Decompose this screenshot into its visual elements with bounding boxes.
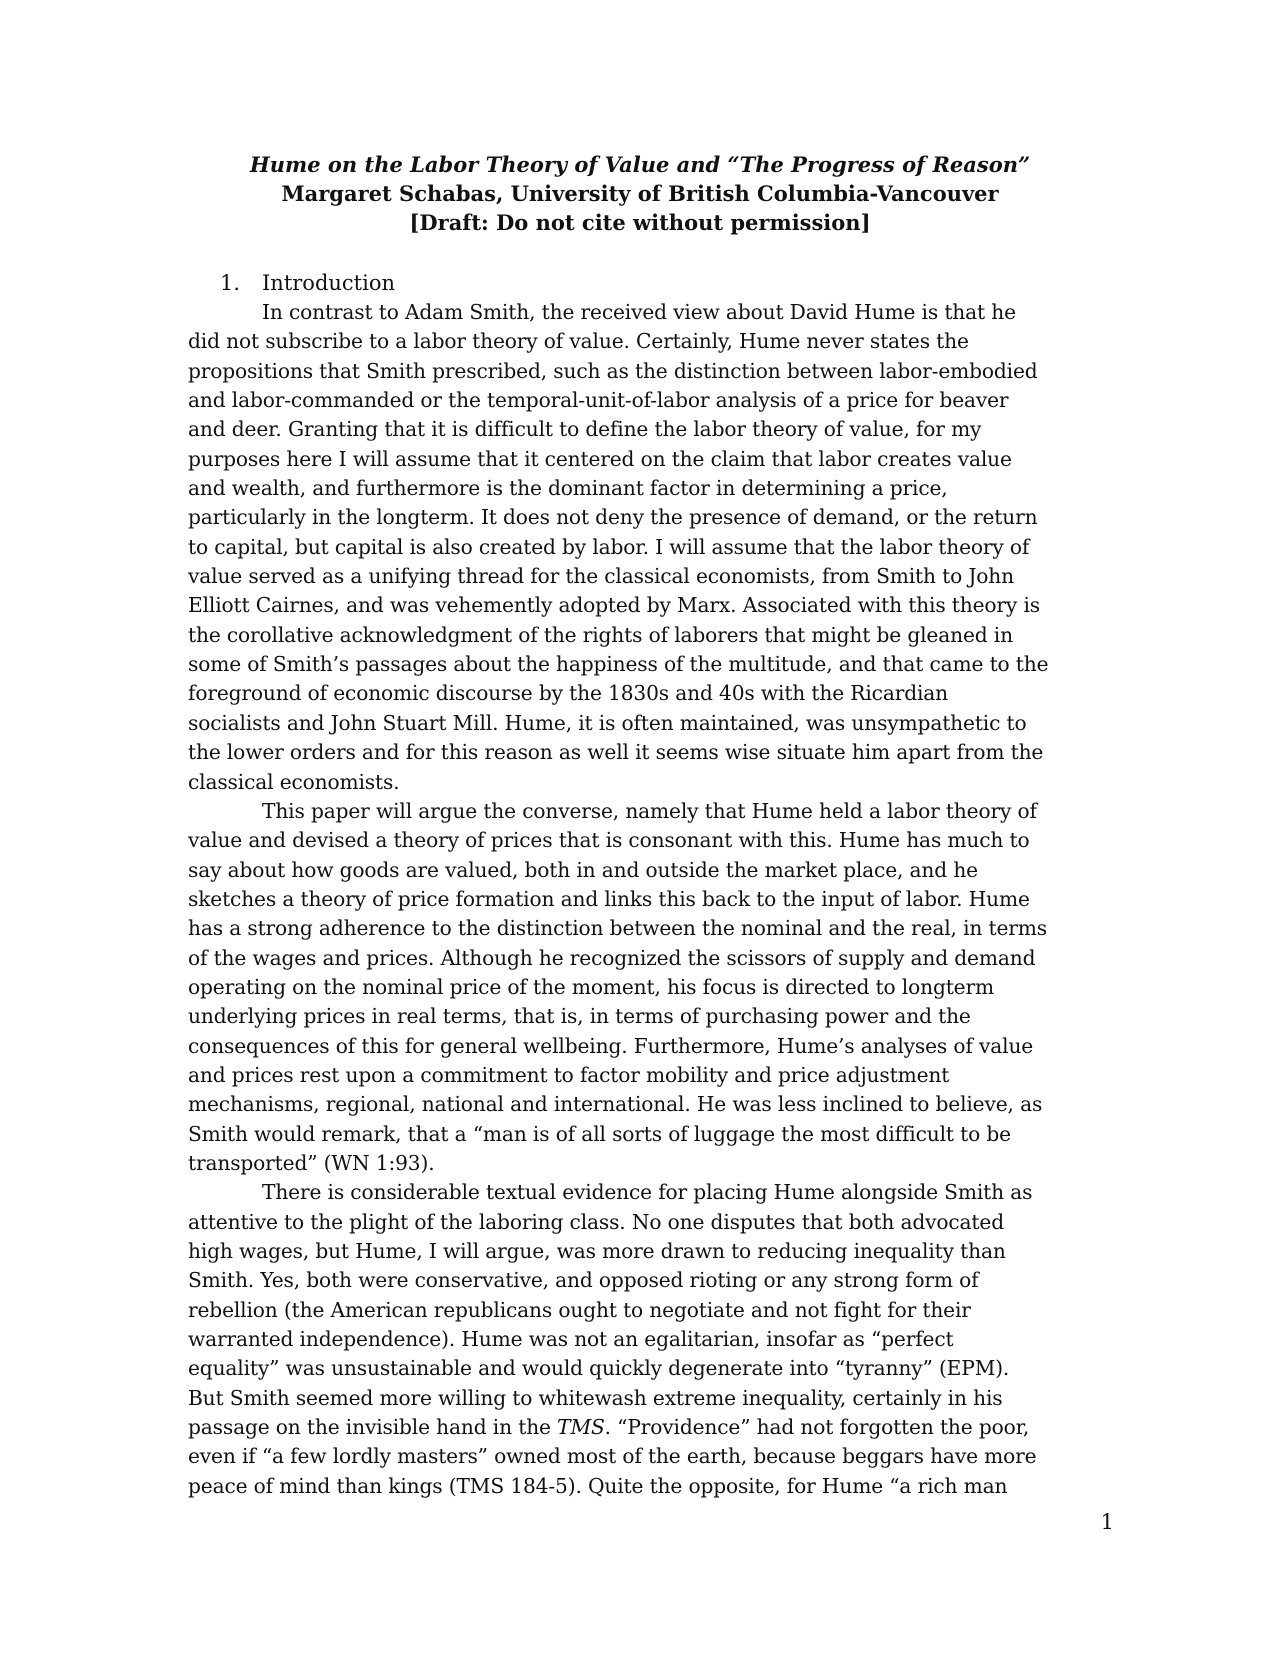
section-title: Introduction — [262, 271, 395, 295]
text-line: Elliott Cairnes, and was vehemently adopted by Marx. Associated with this theory is — [188, 593, 1040, 618]
text-line: propositions that Smith prescribed, such as the distinction between labor-embodied — [188, 358, 1038, 383]
text-line: equality” was unsustainable and would quickly degenerate into “tyranny” (EPM). — [188, 1356, 1010, 1381]
text-line: In contrast to Adam Smith, the received view about David Hume is that he — [262, 300, 1016, 324]
author-affiliation: Margaret Schabas, University of British Columbia-Vancouver — [281, 181, 999, 206]
paragraph-2 — [188, 797, 1088, 1178]
text-line: to capital, but capital is also created by labor. I will assume that the labor theory of — [188, 534, 1030, 559]
paragraph-3 — [188, 1178, 1088, 1501]
title-block — [0, 150, 1280, 237]
text-line: classical economists. — [188, 769, 400, 794]
text-line: rebellion (the American republicans ought to negotiate and not fight for their — [188, 1297, 971, 1322]
text-line: transported” (WN 1:93). — [188, 1150, 435, 1175]
text-line: warranted independence). Hume was not an egalitarian, insofar as “perfect — [188, 1327, 954, 1352]
text-line: and prices rest upon a commitment to factor mobility and price adjustment — [188, 1062, 950, 1087]
text-line: socialists and John Stuart Mill. Hume, it is often maintained, was unsympathetic to — [188, 710, 1027, 735]
text-line: consequences of this for general wellbeing. Furthermore, Hume’s analyses of value — [188, 1033, 1034, 1058]
text-line: and labor-commanded or the temporal-unit-of-labor analysis of a price for beaver — [188, 388, 1009, 413]
text-line: of the wages and prices. Although he recognized the scissors of supply and demand — [188, 945, 1036, 970]
text-run: . “Providence” had not forgotten the poor, — [604, 1415, 1030, 1440]
text-line: foreground of economic discourse by the 1830s and 40s with the Ricardian — [188, 681, 949, 706]
text-line: sketches a theory of price formation and links this back to the input of labor. Hume — [188, 886, 1030, 911]
italic-citation: TMS — [557, 1415, 605, 1440]
text-run: passage on the invisible hand in the — [188, 1415, 558, 1440]
text-line: has a strong adherence to the distinction between the nominal and the real, in terms — [188, 916, 1047, 941]
text-line: value and devised a theory of prices that is consonant with this. Hume has much to — [188, 828, 1030, 853]
paper-title: Hume on the Labor Theory of Value and “The Progress of Reason” — [249, 152, 1031, 177]
section-heading — [220, 269, 1120, 298]
text-line: peace of mind than kings (TMS 184-5). Quite the opposite, for Hume “a rich man — [188, 1473, 1008, 1498]
text-line: the corollative acknowledgment of the rights of laborers that might be gleaned in — [188, 622, 1013, 647]
text-line: attentive to the plight of the laboring class. No one disputes that both advocated — [188, 1209, 1004, 1234]
text-line: Smith would remark, that a “man is of all sorts of luggage the most difficult to be — [188, 1121, 1011, 1146]
text-line: But Smith seemed more willing to whitewash extreme inequality, certainly in his — [188, 1385, 1003, 1410]
text-line: particularly in the longterm. It does not deny the presence of demand, or the return — [188, 505, 1038, 530]
text-line: high wages, but Hume, I will argue, was more drawn to reducing inequality than — [188, 1239, 1006, 1263]
text-line: some of Smith’s passages about the happiness of the multitude, and that came to the — [188, 652, 1049, 677]
body-text — [188, 298, 1088, 1501]
page-number: 1 — [1100, 1510, 1114, 1534]
draft-notice: [Draft: Do not cite without permission] — [409, 210, 871, 235]
text-line: and wealth, and furthermore is the dominant factor in determining a price, — [188, 476, 948, 501]
text-line: mechanisms, regional, national and international. He was less inclined to believe, as — [188, 1092, 1043, 1117]
text-line: say about how goods are valued, both in and outside the market place, and he — [188, 857, 978, 882]
text-line: the lower orders and for this reason as well it seems wise situate him apart from the — [188, 740, 1044, 765]
text-line: There is considerable textual evidence for placing Hume alongside Smith as — [262, 1180, 1033, 1205]
text-line: did not subscribe to a labor theory of value. Certainly, Hume never states the — [188, 329, 969, 354]
text-line: purposes here I will assume that it centered on the claim that labor creates value — [188, 446, 1012, 471]
section-number: 1. — [220, 271, 241, 295]
text-line: This paper will argue the converse, namely that Hume held a labor theory of — [262, 798, 1037, 823]
text-line: value served as a unifying thread for the classical economists, from Smith to John — [188, 564, 1015, 589]
text-line: and deer. Granting that it is difficult to define the labor theory of value, for my — [188, 417, 982, 442]
text-line — [188, 1413, 1088, 1442]
text-line: operating on the nominal price of the moment, his focus is directed to longterm — [188, 974, 994, 999]
text-line: Smith. Yes, both were conservative, and opposed rioting or any strong form of — [188, 1268, 979, 1293]
paragraph-1 — [188, 298, 1088, 797]
text-line: underlying prices in real terms, that is, in terms of purchasing power and the — [188, 1004, 971, 1029]
text-line: even if “a few lordly masters” owned most of the earth, because beggars have more — [188, 1444, 1037, 1469]
